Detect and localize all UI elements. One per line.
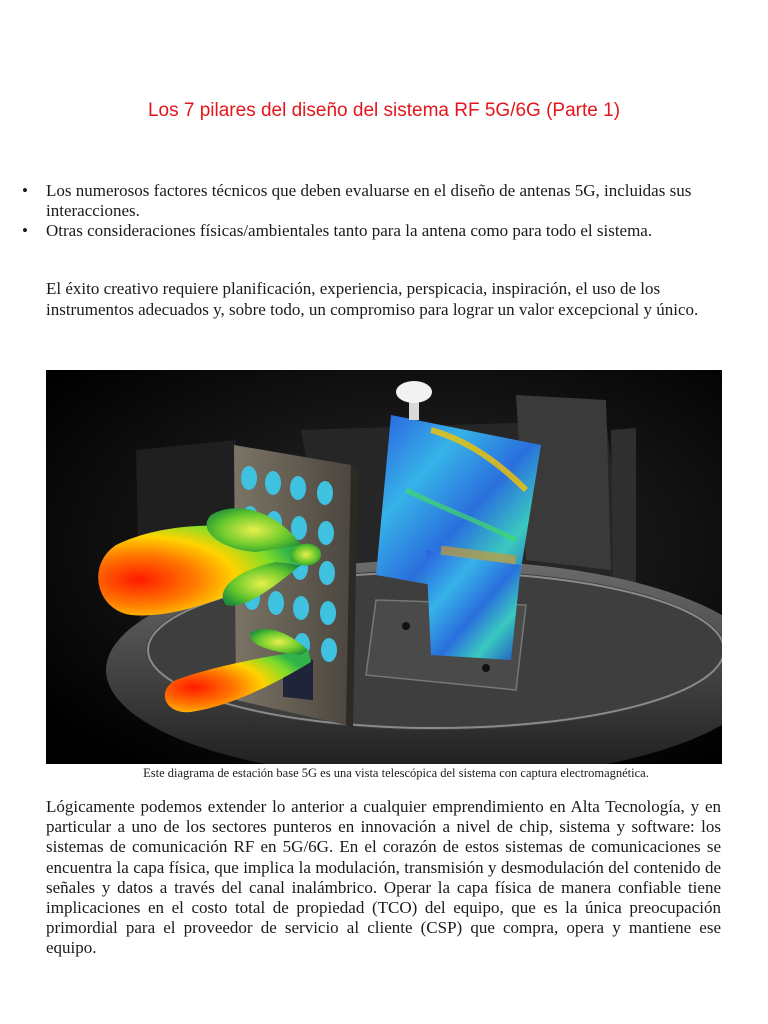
em-simulation-board-lower xyxy=(426,550,521,660)
page-title: Los 7 pilares del diseño del sistema RF 5G/6G (Parte 1) xyxy=(147,100,621,121)
bracket-hole xyxy=(482,664,490,672)
bracket-hole xyxy=(402,622,410,630)
bullet-item: • Otras consideraciones físicas/ambientales tanto para la antena como para todo el sistema. xyxy=(46,221,726,241)
base-station-figure xyxy=(46,370,722,764)
figure-caption: Este diagrama de estación base 5G es una vista telescópica del sistema con captura electromagnética. xyxy=(143,766,649,780)
bullet-item: • Los numerosos factores técnicos que deben evaluarse en el diseño de antenas 5G, incluidas sus interacciones. xyxy=(46,181,726,221)
base-station-illustration xyxy=(46,370,722,764)
gps-antenna-dome xyxy=(396,381,432,403)
intro-paragraph: El éxito creativo requiere planificación, experiencia, perspicacia, inspiración, el uso de los instrumentos adecuados y, sobre todo, un compromiso para lograr un valor excepcional y único. xyxy=(46,279,699,319)
body-paragraph: Lógicamente podemos extender lo anterior a cualquier emprendimiento en Alta Tecnología, y en particular a uno de los sectores punteros en innovación a nivel de chip, sistema y software: los sistemas de comunicación RF en 5G/6G. En el corazón de estos sistemas de comunicaciones se encuentra la capa física, que implica la modulación, transmisión y desmodulación del contenido de señales y datos a través del canal inalámbrico. Operar la capa física de manera confiable tiene implicaciones en el costo total de propiedad (TCO) del equipo, que es la única preocupación primordial para el proveedor de servicio al cliente (CSP) que compra, opera y mantiene ese equipo. xyxy=(46,797,721,958)
bullet-list xyxy=(46,181,726,241)
side-lobe-small xyxy=(291,544,321,566)
